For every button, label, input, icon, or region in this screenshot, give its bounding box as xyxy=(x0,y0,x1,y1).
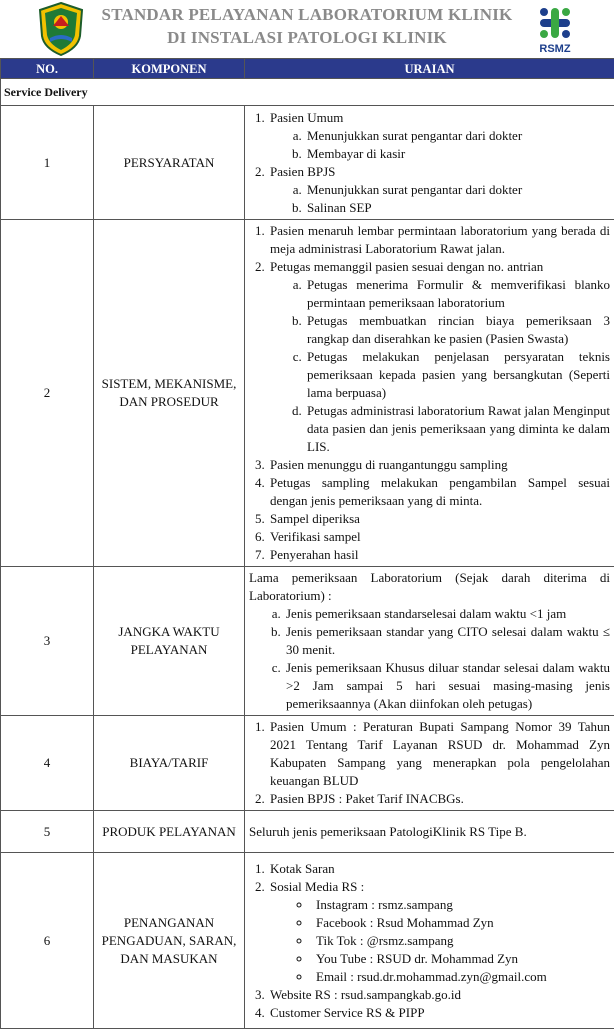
document-title xyxy=(88,3,526,49)
table-row xyxy=(1,106,614,220)
row-description xyxy=(245,220,614,567)
tariff-list xyxy=(249,718,610,808)
list-item: 1. Pasien Umum a. Menunjukkan surat pengantar dari dokter b. Membayar di kasir xyxy=(268,109,610,163)
row-number: 6 xyxy=(1,853,94,1029)
row-component: JANGKA WAKTU PELAYANAN xyxy=(94,567,245,716)
row-component: PENANGANAN PENGADUAN, SARAN, DAN MASUKAN xyxy=(94,853,245,1029)
duration-list xyxy=(249,605,610,713)
sub-list-item: a. Menunjukkan surat pengantar dari dokter xyxy=(305,181,610,199)
row-number: 4 xyxy=(1,716,94,811)
complaint-channel-list xyxy=(249,860,610,1022)
sub-list-item: d. Petugas administrasi laboratorium Rawat jalan Menginput data pasien dan jenis pemeriksaan yang diminta ke dalam LIS. xyxy=(305,402,610,456)
list-item: 5. Sampel diperiksa xyxy=(268,510,610,528)
sub-list-item: b. Salinan SEP xyxy=(305,199,610,217)
row-component: BIAYA/TARIF xyxy=(94,716,245,811)
section-row xyxy=(1,79,614,106)
sub-list-item: a. Menunjukkan surat pengantar dari dokter xyxy=(305,127,610,145)
row-component: SISTEM, MEKANISME, DAN PROSEDUR xyxy=(94,220,245,567)
list-item: 3. Pasien menunggu di ruangantunggu sampling xyxy=(268,456,610,474)
list-item: 1. Pasien menaruh lembar permintaan laboratorium yang berada di meja administrasi Laboratorium Rawat jalan. xyxy=(268,222,610,258)
row-number: 5 xyxy=(1,811,94,853)
list-item: 6. Verifikasi sampel xyxy=(268,528,610,546)
sub-list-item: b. Jenis pemeriksaan standar yang CITO selesai dalam waktu ≤ 30 menit. xyxy=(284,623,610,659)
table-row xyxy=(1,567,614,716)
social-media-youtube: ◦ You Tube : RSUD dr. Mohammad Zyn xyxy=(312,950,610,968)
header-no: NO. xyxy=(1,59,94,79)
rsmz-cross-icon xyxy=(540,8,570,38)
row-description xyxy=(245,106,614,220)
list-item: 2. Sosial Media RS : ◦ Instagram : rsmz.sampang ◦ Facebook : Rsud Mohammad Zyn ◦ Tik Tok : @rsmz.sampang ◦ You Tube : RSUD dr. Mohammad Zyn ◦ Email : rsud.dr.mohammad.zyn@gmail.com xyxy=(268,878,610,986)
row-component: PERSYARATAN xyxy=(94,106,245,220)
sub-list xyxy=(270,127,610,163)
social-media-instagram: ◦ Instagram : rsmz.sampang xyxy=(312,896,610,914)
table-row xyxy=(1,220,614,567)
list-item: 2. Pasien BPJS a. Menunjukkan surat pengantar dari dokter b. Salinan SEP xyxy=(268,163,610,217)
sampang-regency-emblem-logo xyxy=(38,2,84,56)
list-item: 1. Kotak Saran xyxy=(268,860,610,878)
row-description: Seluruh jenis pemeriksaan PatologiKlinik RS Tipe B. xyxy=(245,811,614,853)
service-standard-table xyxy=(0,58,614,1029)
list-item: 1. Pasien Umum : Peraturan Bupati Sampang Nomor 39 Tahun 2021 Tentang Tarif Layanan RSUD dr. Mohammad Zyn Kabupaten Sampang yang menerapkan pola pengelolahan keuangan BLUD xyxy=(268,718,610,790)
rsmz-hospital-logo xyxy=(530,3,580,55)
sub-list-item: a. Petugas menerima Formulir & memverifikasi blanko permintaan pemeriksaan laboratorium xyxy=(305,276,610,312)
contact-email: ◦ Email : rsud.dr.mohammad.zyn@gmail.com xyxy=(312,968,610,986)
sub-list-item: b. Petugas membuatkan rincian biaya pemeriksaan 3 rangkap dan diserahkan ke pasien (Pasien Swasta) xyxy=(305,312,610,348)
social-media-tiktok: ◦ Tik Tok : @rsmz.sampang xyxy=(312,932,610,950)
rsmz-logo-text: RSMZ xyxy=(539,43,570,55)
header-komponen: KOMPONEN xyxy=(94,59,245,79)
document-header xyxy=(0,0,614,58)
row-component: PRODUK PELAYANAN xyxy=(94,811,245,853)
sub-list xyxy=(270,276,610,456)
sub-list-item: a. Jenis pemeriksaan standarselesai dalam waktu <1 jam xyxy=(284,605,610,623)
sub-list xyxy=(270,181,610,217)
list-item: 4. Customer Service RS & PIPP xyxy=(268,1004,610,1022)
table-row xyxy=(1,853,614,1029)
header-uraian: URAIAN xyxy=(245,59,614,79)
table-row xyxy=(1,716,614,811)
section-label: Service Delivery xyxy=(1,79,614,106)
procedure-list xyxy=(249,222,610,564)
sub-list-item: b. Membayar di kasir xyxy=(305,145,610,163)
table-header-row xyxy=(1,59,614,79)
row-number: 3 xyxy=(1,567,94,716)
row-description xyxy=(245,716,614,811)
title-line-1: STANDAR PELAYANAN LABORATORIUM KLINIK xyxy=(88,3,526,26)
list-item: 2. Pasien BPJS : Paket Tarif INACBGs. xyxy=(268,790,610,808)
list-item: 3. Website RS : rsud.sampangkab.go.id xyxy=(268,986,610,1004)
sub-list-item: c. Jenis pemeriksaan Khusus diluar standar selesai dalam waktu >2 Jam sampai 5 hari sesuai masing-masing jenis pemeriksaannya (Akan diinfokan oleh petugas) xyxy=(284,659,610,713)
social-media-facebook: ◦ Facebook : Rsud Mohammad Zyn xyxy=(312,914,610,932)
list-item: 4. Petugas sampling melakukan pengambilan Sampel sesuai dengan jenis pemeriksaan yang di minta. xyxy=(268,474,610,510)
social-media-list xyxy=(270,896,610,986)
row-description xyxy=(245,853,614,1029)
row-description xyxy=(245,567,614,716)
sub-list-item: c. Petugas melakukan penjelasan persyaratan teknis pemeriksaan kepada pasien yang bersangkutan (Seperti lama berpuasa) xyxy=(305,348,610,402)
list-item: 7. Penyerahan hasil xyxy=(268,546,610,564)
title-line-2: DI INSTALASI PATOLOGI KLINIK xyxy=(88,26,526,49)
row-number: 2 xyxy=(1,220,94,567)
list-item: 2. Petugas memanggil pasien sesuai dengan no. antrian a. Petugas menerima Formulir & memverifikasi blanko permintaan pemeriksaan laboratorium b. Petugas membuatkan rincian biaya pemeriksaan 3 rangkap dan diserahkan ke pasien (Pasien Swasta) c. Petugas melakukan penjelasan persyaratan teknis pemeriksaan kepada pasien yang bersangkutan (Seperti lama berpuasa) d. Petugas administrasi laboratorium Rawat jalan Menginput data pasien dan jenis pemeriksaan yang diminta ke dalam LIS. xyxy=(268,258,610,456)
row-number: 1 xyxy=(1,106,94,220)
table-row xyxy=(1,811,614,853)
duration-intro: Lama pemeriksaan Laboratorium (Sejak darah diterima di Laboratorium) : xyxy=(249,569,610,605)
requirements-list xyxy=(249,109,610,217)
